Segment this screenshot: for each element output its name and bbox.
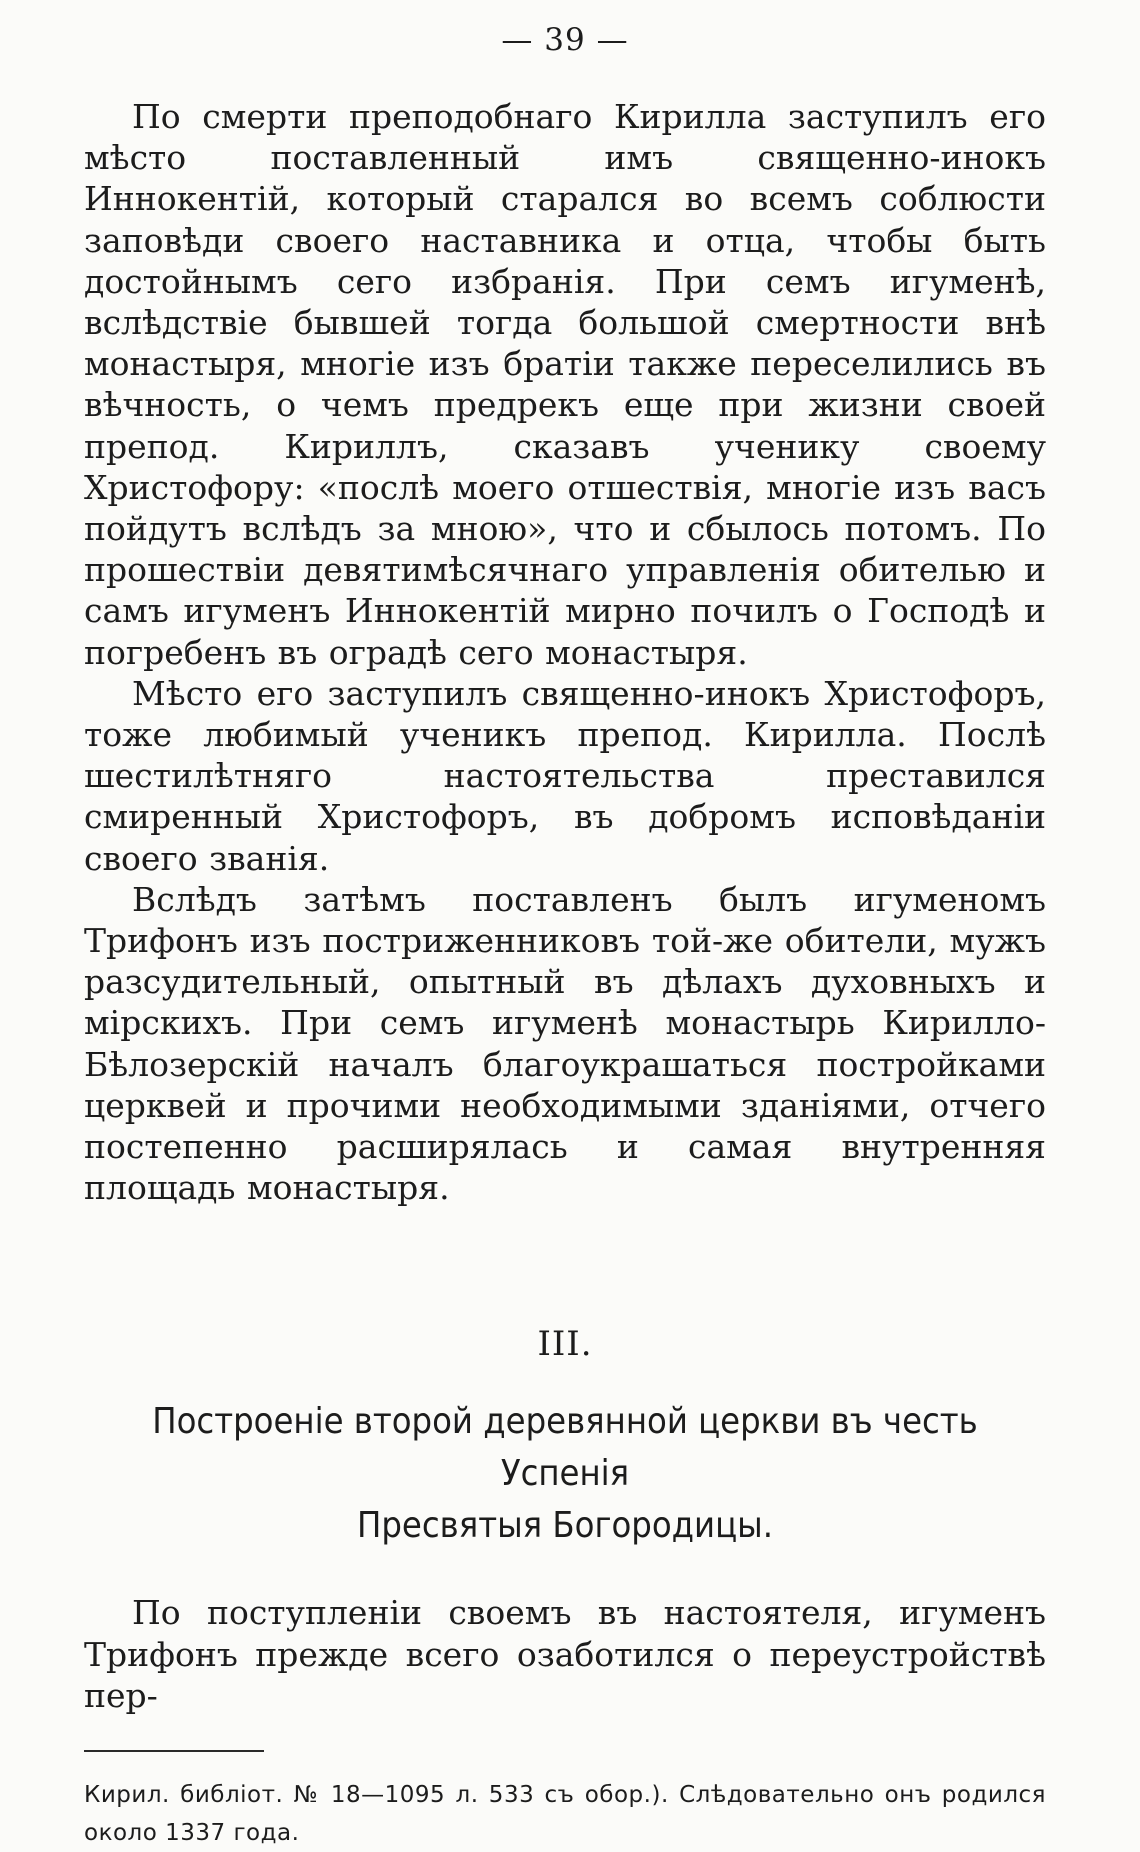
footnote: Кирил. библіот. № 18—1095 л. 533 съ обор.). Слѣдовательно онъ родился около 1337 года.	[84, 1782, 1046, 1847]
section-title-line-1: Построеніе второй деревянной церкви въ честь Успенія	[152, 1401, 978, 1495]
paragraph-4: По поступленіи своемъ въ настоятеля, игуменъ Трифонъ прежде всего озаботился о переустройствѣ пер-	[84, 1593, 1046, 1715]
paragraph-3: Вслѣдъ затѣмъ поставленъ былъ игуменомъ Трифонъ изъ постриженниковъ той-же обители, мужъ разсудительный, опытный въ дѣлахъ духовныхъ и мірскихъ. При семъ игуменѣ монастырь Кирилло-Бѣлозерскій началъ благоукрашаться постройками церквей и прочими необходимыми зданіями, отчего постепенно расширялась и самая внутренняя площадь монастыря.	[84, 879, 1046, 1208]
document-page	[84, 20, 1046, 1852]
paragraph-2: Мѣсто его заступилъ священно-инокъ Христофоръ, тоже любимый ученикъ препод. Кирилла. Послѣ шестилѣтняго настоятельства преставился смиренный Христофоръ, въ добромъ исповѣданіи своего званія.	[84, 673, 1046, 878]
section-title-line-2: Пресвятыя Богородицы.	[356, 1505, 773, 1547]
paragraph-1: По смерти преподобнаго Кирилла заступилъ его мѣсто поставленный имъ священно-инокъ Иннокентій, который старался во всемъ соблюсти заповѣди своего наставника и отца, чтобы быть достойнымъ сего избранія. При семъ игуменѣ, вслѣдствіе бывшей тогда большой смертности внѣ монастыря, многіе изъ братіи также переселились въ вѣчность, о чемъ предрекъ еще при жизни своей препод. Кириллъ, сказавъ ученику своему Христофору: «послѣ моего отшествія, многіе изъ васъ пойдутъ вслѣдъ за мною», что и сбылось потомъ. По прошествіи девятимѣсячнаго управленія обителью и самъ игуменъ Иннокентій мирно почилъ о Господѣ и погребенъ въ оградѣ сего монастыря.	[84, 97, 1046, 672]
footnote-divider	[84, 1750, 264, 1752]
section-numeral: III.	[537, 1324, 593, 1365]
page-number: — 39 —	[501, 22, 629, 58]
section-title	[84, 1396, 1046, 1552]
